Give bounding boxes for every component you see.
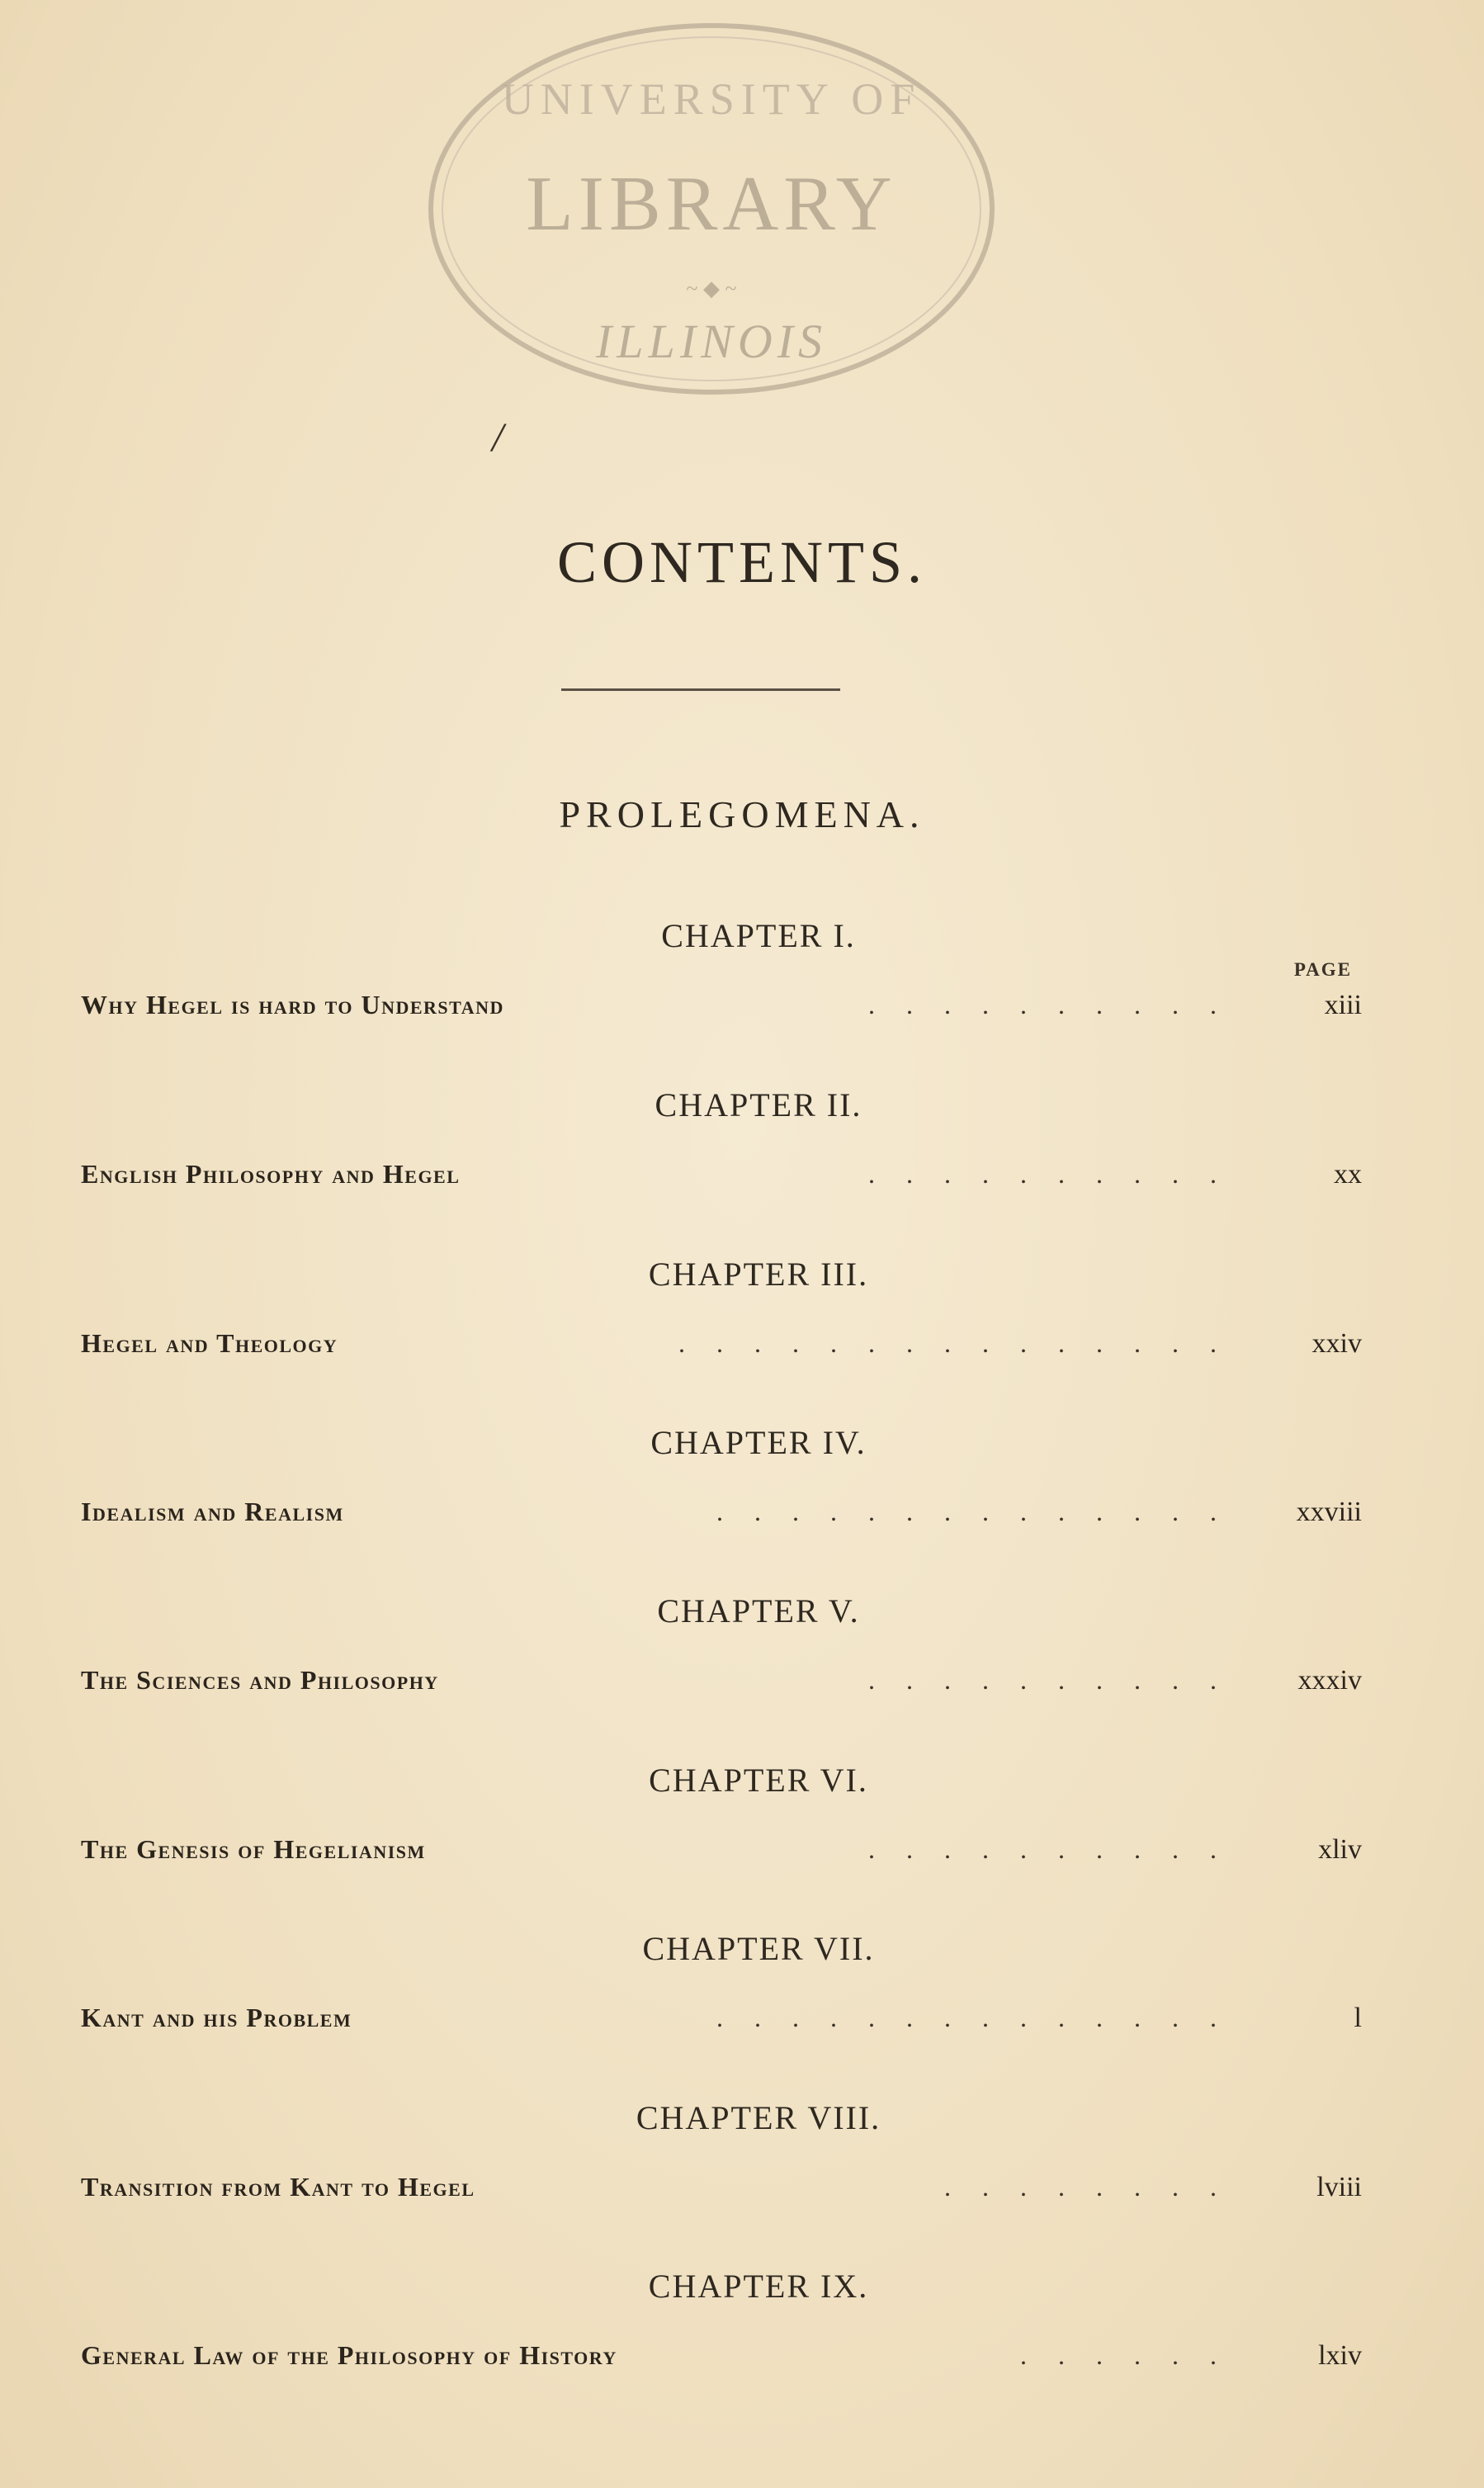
chapter-block xyxy=(0,1423,1484,1538)
chapter-heading: CHAPTER VIII. xyxy=(636,2099,881,2136)
chapter-heading: CHAPTER I. xyxy=(661,917,856,954)
chapter-heading: CHAPTER V. xyxy=(657,1592,860,1629)
chapter-block xyxy=(0,1592,1484,1706)
toc-entry[interactable] xyxy=(0,990,1484,1031)
svg-text:LIBRARY: LIBRARY xyxy=(526,161,897,247)
dot-leader: ........ xyxy=(944,2172,1248,2202)
library-stamp-seal xyxy=(423,15,1000,403)
toc-entry[interactable] xyxy=(0,2172,1484,2213)
dot-leader: .......... xyxy=(868,1665,1248,1695)
toc-page-number: lviii xyxy=(1316,2172,1362,2202)
section-heading: PROLEGOMENA. xyxy=(559,793,925,835)
toc-entry-title: Why Hegel is hard to Understand xyxy=(81,990,504,1019)
chapter-block xyxy=(0,1255,1484,1369)
toc-entry-title: General Law of the Philosophy of History xyxy=(81,2340,617,2370)
toc-entry[interactable] xyxy=(0,1834,1484,1875)
chapter-block xyxy=(0,1929,1484,2044)
chapter-heading: CHAPTER VI. xyxy=(649,1762,868,1799)
page-title: CONTENTS. xyxy=(557,529,927,595)
chapter-block xyxy=(0,2267,1484,2382)
title-divider xyxy=(561,688,840,691)
chapter-heading: CHAPTER IX. xyxy=(648,2268,869,2305)
dot-leader: ...... xyxy=(1020,2340,1248,2370)
toc-page-number: xx xyxy=(1334,1159,1362,1190)
library-stamp xyxy=(423,15,1000,403)
svg-text:~ ◆ ~: ~ ◆ ~ xyxy=(686,277,737,300)
toc-entry[interactable] xyxy=(0,1665,1484,1706)
dot-leader: .......... xyxy=(868,1834,1248,1864)
toc-entry-title: The Sciences and Philosophy xyxy=(81,1665,439,1695)
dot-leader: .......... xyxy=(868,1159,1248,1189)
toc-page-number: xiii xyxy=(1324,990,1362,1020)
chapter-block xyxy=(0,916,1484,1031)
chapter-heading: CHAPTER II. xyxy=(655,1086,863,1123)
pencil-mark: / xyxy=(492,414,503,460)
toc-entry[interactable] xyxy=(0,2340,1484,2382)
chapter-block xyxy=(0,1761,1484,1875)
toc-page-number: xxxiv xyxy=(1297,1665,1362,1696)
svg-text:UNIVERSITY OF: UNIVERSITY OF xyxy=(501,74,922,124)
svg-text:ILLINOIS: ILLINOIS xyxy=(595,315,828,368)
chapter-block xyxy=(0,2098,1484,2213)
toc-page-number: xliv xyxy=(1318,1834,1362,1865)
toc-entry[interactable] xyxy=(0,1497,1484,1538)
toc-page-number: xxviii xyxy=(1296,1497,1362,1527)
toc-entry-title: Kant and his Problem xyxy=(81,2003,352,2032)
chapter-heading: CHAPTER III. xyxy=(648,1256,869,1293)
dot-leader: .............. xyxy=(716,1497,1248,1526)
toc-entry-title: Transition from Kant to Hegel xyxy=(81,2172,475,2202)
dot-leader: .......... xyxy=(868,990,1248,1019)
toc-entry-title: Idealism and Realism xyxy=(81,1497,344,1526)
toc-entry-title: Hegel and Theology xyxy=(81,1328,338,1358)
chapter-heading: CHAPTER VII. xyxy=(642,1930,875,1967)
toc-entry[interactable] xyxy=(0,2003,1484,2044)
toc-page-number: lxiv xyxy=(1318,2340,1362,2371)
toc-entry[interactable] xyxy=(0,1159,1484,1200)
toc-entry-title: The Genesis of Hegelianism xyxy=(81,1834,426,1864)
chapter-block xyxy=(0,1086,1484,1200)
dot-leader: ............... xyxy=(678,1328,1248,1358)
dot-leader: .............. xyxy=(716,2003,1248,2032)
toc-entry-title: English Philosophy and Hegel xyxy=(81,1159,461,1189)
page-column-header: PAGE xyxy=(1293,959,1352,980)
toc-page-number: l xyxy=(1354,2003,1362,2033)
chapter-heading: CHAPTER IV. xyxy=(650,1424,867,1461)
toc-entry[interactable] xyxy=(0,1328,1484,1369)
toc-page-number: xxiv xyxy=(1311,1328,1362,1359)
